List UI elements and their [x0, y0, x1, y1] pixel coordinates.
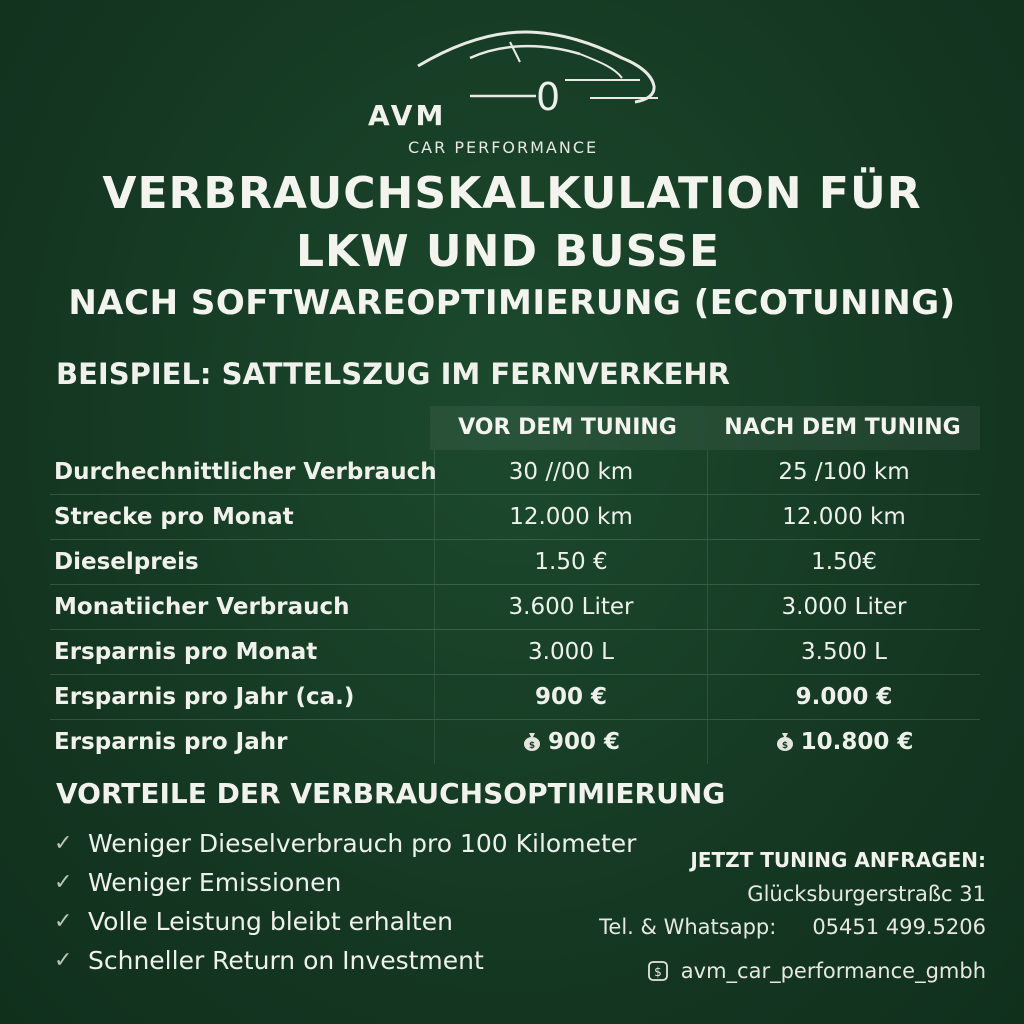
headline-line1: VERBRAUCHSKALKULATION FÜR [102, 168, 922, 219]
contact-phone [599, 917, 986, 938]
table-row [50, 675, 980, 720]
row-label: Monatiicher Verbrauch [54, 594, 350, 620]
brand-logo [360, 22, 660, 157]
brand-name: AVM [368, 99, 447, 132]
cell-before: 1.50 € [434, 540, 707, 584]
benefit-text: Weniger Emissionen [88, 868, 342, 897]
cell-after-value: 10.800 € [800, 729, 914, 755]
benefit-text: Volle Leistung bleibt erhalten [88, 907, 453, 936]
consumption-table [50, 406, 980, 764]
row-label: Durchechnittlicher Verbrauch [54, 459, 437, 485]
row-label: Ersparnis pro Jahr (ca.) [54, 684, 355, 710]
table-row [50, 720, 980, 764]
cell-before: 12.000 km [434, 495, 707, 539]
table-row [50, 630, 980, 675]
check-icon: ✓ [54, 869, 73, 895]
cell-after: 3.500 L [707, 630, 980, 674]
money-bag-icon [522, 731, 542, 751]
headline-line3: NACH SOFTWAREOPTIMIERUNG (ECOTUNING) [68, 283, 956, 323]
benefits-list [54, 824, 636, 980]
contact-social [599, 960, 986, 982]
svg-text:$: $ [653, 965, 662, 979]
row-label: Ersparnis pro Jahr [54, 729, 288, 755]
instagram-icon [647, 960, 669, 982]
cell-after: 1.50€ [707, 540, 980, 584]
brand-logo-mark: 0 [536, 75, 561, 119]
cell-after: 25 /100 km [707, 450, 980, 494]
check-icon: ✓ [54, 947, 73, 973]
benefit-text: Schneller Return on Investment [88, 946, 484, 975]
row-label: Strecke pro Monat [54, 504, 294, 530]
social-handle[interactable]: avm_car_performance_gmbh [680, 959, 986, 983]
cell-after: 9.000 € [707, 675, 980, 719]
list-item [54, 941, 636, 980]
phone-label: Tel. & Whatsapp: [599, 915, 777, 939]
phone-number[interactable]: 05451 499.5206 [812, 915, 986, 939]
cell-before: 3.000 L [434, 630, 707, 674]
list-item [54, 863, 636, 902]
table-row [50, 540, 980, 585]
row-label: Dieselpreis [54, 549, 199, 575]
check-icon: ✓ [54, 908, 73, 934]
table-header [430, 406, 980, 450]
table-row [50, 585, 980, 630]
cell-before [434, 720, 707, 764]
headline-line2: LKW UND BUSSE [295, 226, 721, 277]
benefits-title: VORTEILE DER VERBRAUCHSOPTIMIERUNG [56, 777, 726, 810]
cell-after [707, 720, 980, 764]
column-header-after: NACH DEM TUNING [724, 415, 961, 440]
table-row [50, 495, 980, 540]
contact-title: JETZT TUNING ANFRAGEN: [690, 848, 986, 872]
check-icon: ✓ [54, 830, 73, 856]
list-item [54, 902, 636, 941]
cell-after: 3.000 Liter [707, 585, 980, 629]
cell-before: 3.600 Liter [434, 585, 707, 629]
cell-before: 30 //00 km [434, 450, 707, 494]
money-bag-icon [775, 731, 795, 751]
row-label: Ersparnis pro Monat [54, 639, 318, 665]
column-header-before: VOR DEM TUNING [458, 415, 677, 440]
svg-text:$: $ [781, 741, 788, 751]
table-row [50, 450, 980, 495]
contact-block [599, 850, 986, 982]
cell-before-value: 900 € [547, 729, 621, 755]
cell-after: 12.000 km [707, 495, 980, 539]
brand-subtitle: CAR PERFORMANCE [408, 138, 599, 157]
cell-before: 900 € [434, 675, 707, 719]
example-title: BEISPIEL: SATTELSZUG IM FERNVERKEHR [56, 357, 731, 391]
benefit-text: Weniger Dieselverbrauch pro 100 Kilometer [88, 829, 637, 858]
svg-text:$: $ [528, 741, 536, 751]
list-item [54, 824, 636, 863]
contact-address: Glücksburgerstraßc 31 [747, 882, 986, 906]
